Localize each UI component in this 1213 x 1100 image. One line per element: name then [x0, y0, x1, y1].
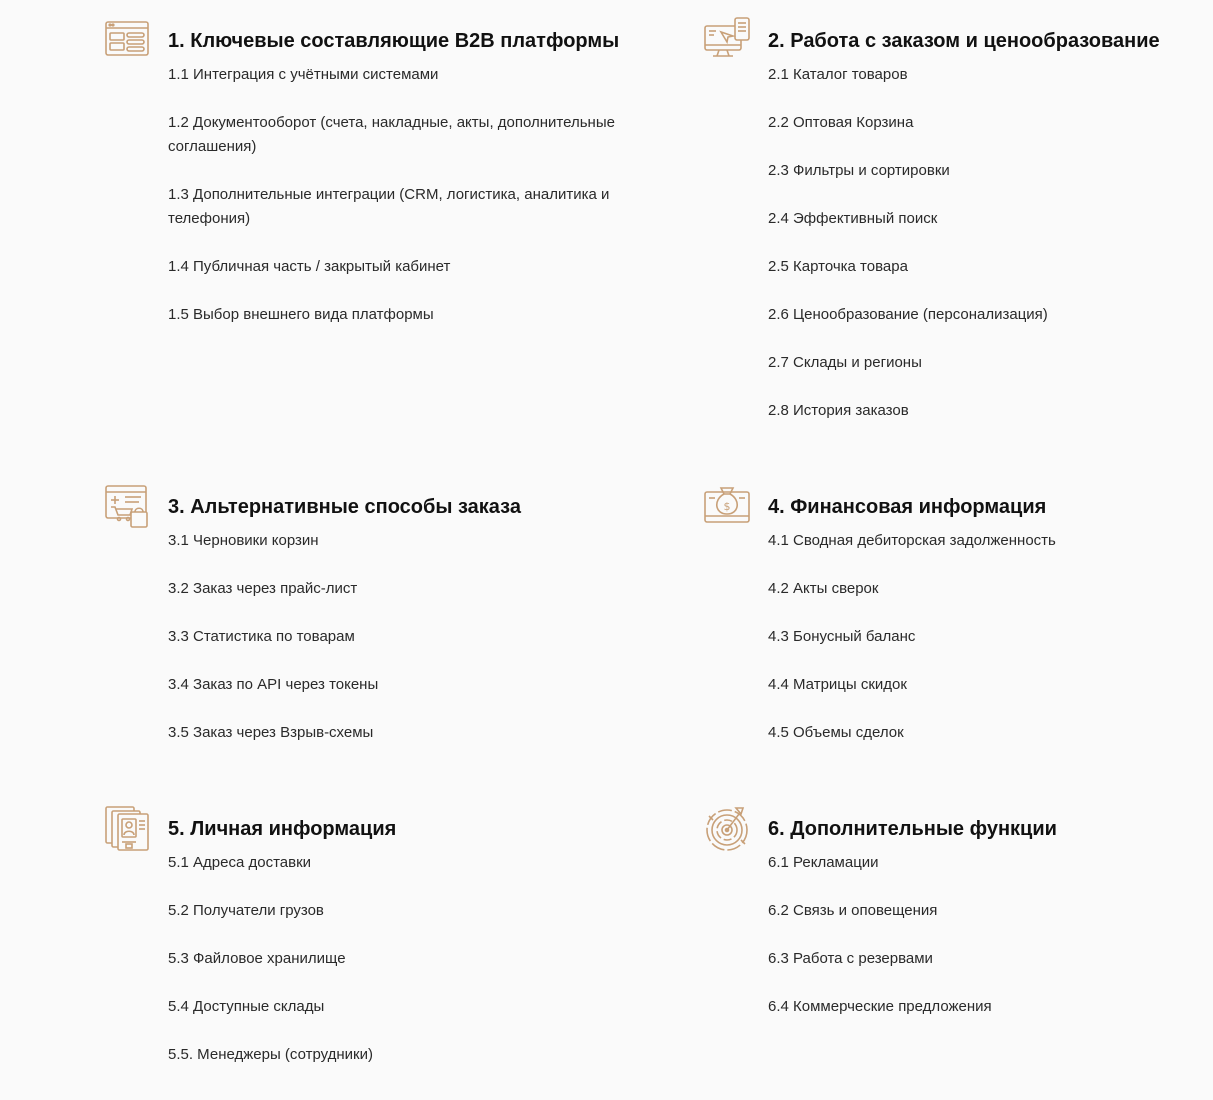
- list-item[interactable]: 6.1 Рекламации: [768, 854, 879, 871]
- list-item[interactable]: 6.3 Работа с резервами: [768, 950, 933, 967]
- svg-text:$: $: [723, 500, 731, 513]
- layout-blocks-icon: [103, 16, 151, 64]
- money-bag-icon: [703, 482, 751, 530]
- list-item[interactable]: 2.1 Каталог товаров: [768, 66, 908, 83]
- section-title: 6. Дополнительные функции: [768, 818, 1057, 840]
- section-title: 2. Работа с заказом и ценообразование: [768, 30, 1160, 52]
- target-gear-icon: [703, 804, 751, 852]
- list-item[interactable]: 4.2 Акты сверок: [768, 580, 879, 597]
- list-item[interactable]: 5.1 Адреса доставки: [168, 854, 312, 871]
- list-item[interactable]: 5.3 Файловое хранилище: [168, 950, 346, 967]
- monitor-device-icon: [703, 16, 751, 64]
- section-alternative-orders: [168, 494, 628, 745]
- section-personal-info: [168, 816, 628, 1067]
- list-item[interactable]: 6.2 Связь и оповещения: [768, 902, 938, 919]
- list-item[interactable]: 5.2 Получатели грузов: [168, 902, 324, 919]
- profile-cards-icon: [103, 804, 151, 852]
- section-key-components: [168, 28, 628, 327]
- list-item[interactable]: 2.2 Оптовая Корзина: [768, 114, 914, 131]
- list-item[interactable]: 5.5. Менеджеры (сотрудники): [168, 1046, 373, 1063]
- list-item[interactable]: 1.2 Документооборот (счета, накладные, акты, дополнительные соглашения): [168, 114, 615, 155]
- list-item[interactable]: 4.5 Объемы сделок: [768, 724, 904, 741]
- section-items: [168, 851, 628, 1067]
- list-item[interactable]: 1.1 Интеграция с учётными системами: [168, 66, 439, 83]
- list-item[interactable]: 3.4 Заказ по API через токены: [168, 676, 379, 693]
- section-items: [168, 63, 628, 327]
- list-item[interactable]: 3.5 Заказ через Взрыв-схемы: [168, 724, 374, 741]
- section-additional-functions: [768, 816, 1188, 1019]
- list-item[interactable]: 5.4 Доступные склады: [168, 998, 325, 1015]
- list-item[interactable]: 1.3 Дополнительные интеграции (CRM, логистика, аналитика и телефония): [168, 186, 610, 227]
- list-item[interactable]: 2.5 Карточка товара: [768, 258, 908, 275]
- section-title: 1. Ключевые составляющие B2B платформы: [168, 30, 620, 52]
- list-item[interactable]: 2.6 Ценообразование (персонализация): [768, 306, 1048, 323]
- list-item[interactable]: 3.3 Статистика по товарам: [168, 628, 355, 645]
- list-item[interactable]: 2.8 История заказов: [768, 402, 909, 419]
- section-title: 3. Альтернативные способы заказа: [168, 496, 521, 518]
- list-item[interactable]: 4.1 Сводная дебиторская задолженность: [768, 532, 1056, 549]
- section-orders-pricing: [768, 28, 1188, 423]
- shopping-window-icon: [103, 482, 151, 530]
- list-item[interactable]: 3.2 Заказ через прайс-лист: [168, 580, 358, 597]
- list-item[interactable]: 3.1 Черновики корзин: [168, 532, 319, 549]
- list-item[interactable]: 1.4 Публичная часть / закрытый кабинет: [168, 258, 451, 275]
- section-title: 5. Личная информация: [168, 818, 397, 840]
- list-item[interactable]: 4.4 Матрицы скидок: [768, 676, 907, 693]
- list-item[interactable]: 4.3 Бонусный баланс: [768, 628, 916, 645]
- section-financial-info: [723, 494, 1188, 745]
- list-item[interactable]: 1.5 Выбор внешнего вида платформы: [168, 306, 434, 323]
- list-item[interactable]: 2.3 Фильтры и сортировки: [768, 162, 950, 179]
- section-title: 4. Финансовая информация: [768, 496, 1047, 518]
- section-items: [168, 529, 628, 745]
- section-items: [768, 529, 1188, 745]
- list-item[interactable]: 2.4 Эффективный поиск: [768, 210, 938, 227]
- section-items: [768, 63, 1188, 423]
- section-items: [768, 851, 1188, 1019]
- list-item[interactable]: 6.4 Коммерческие предложения: [768, 998, 992, 1015]
- list-item[interactable]: 2.7 Склады и регионы: [768, 354, 922, 371]
